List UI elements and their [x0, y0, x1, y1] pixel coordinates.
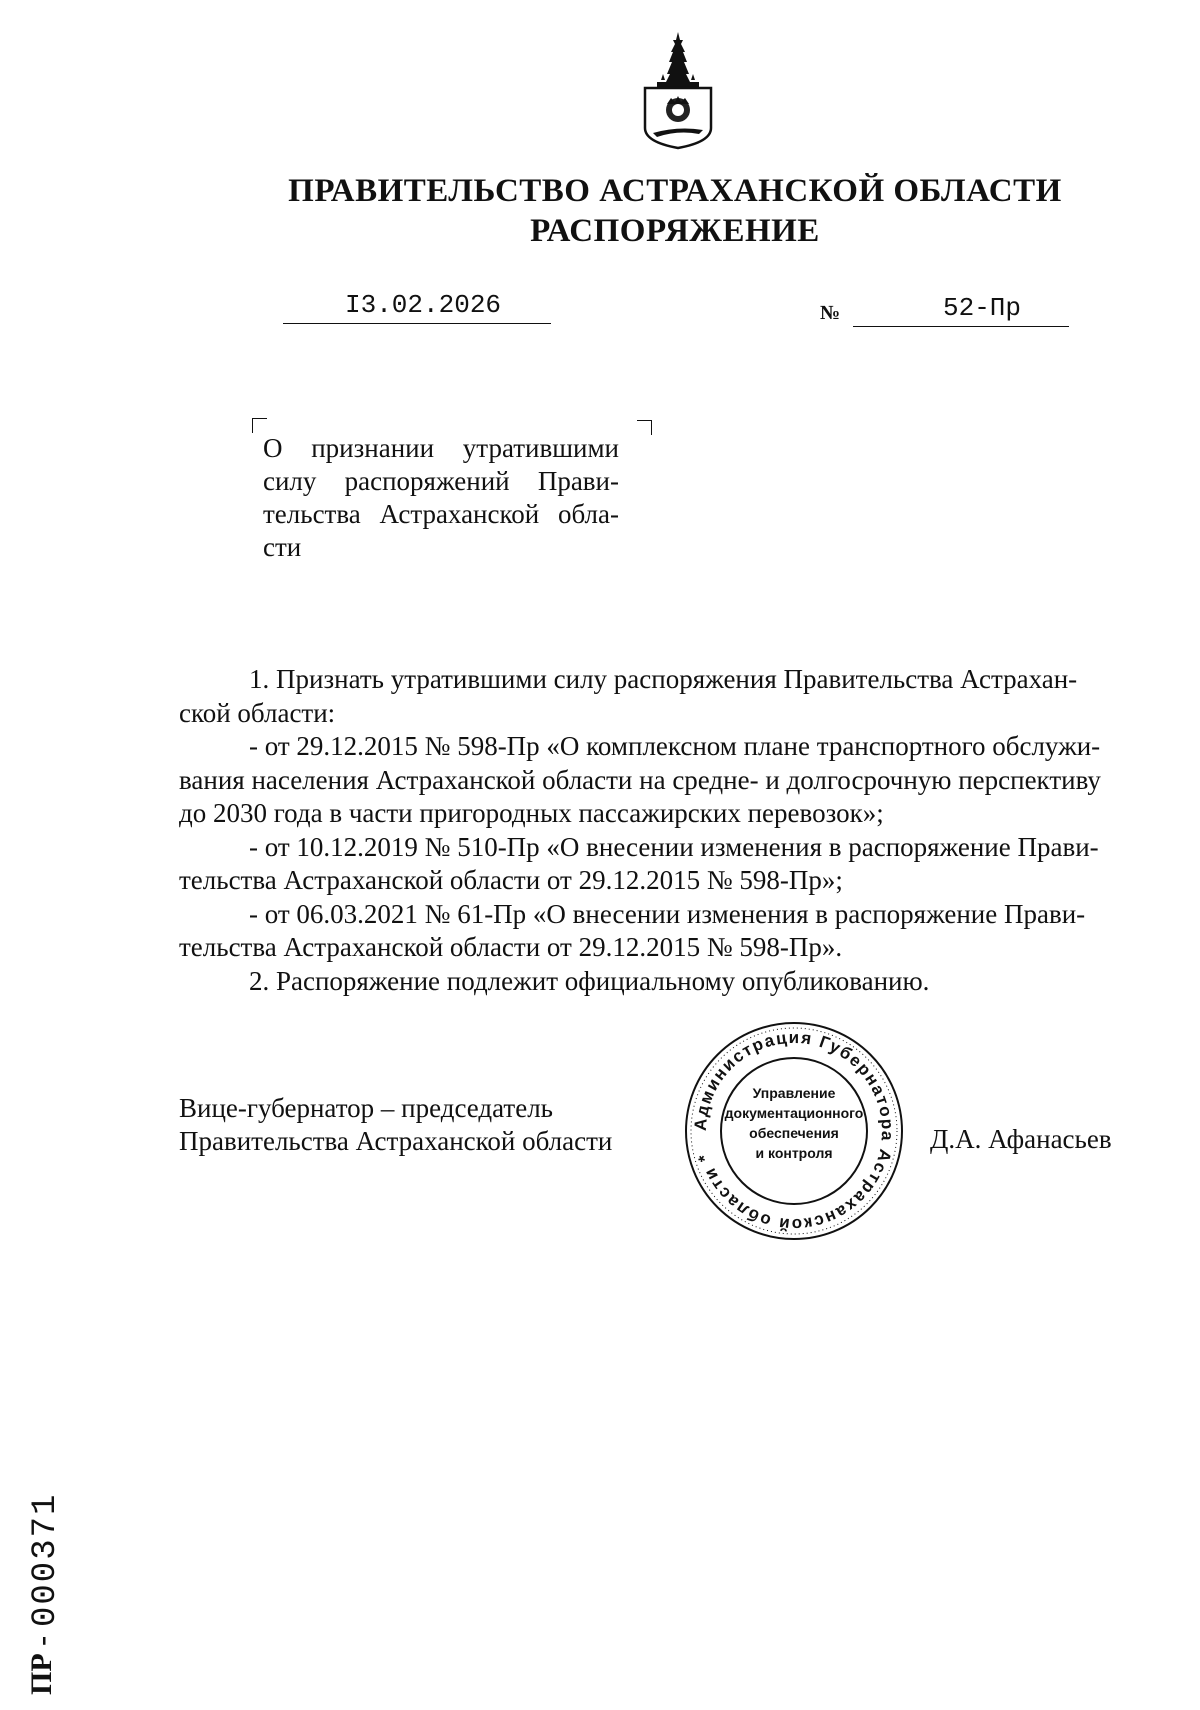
position-line: Правительства Астраханской области [179, 1126, 613, 1156]
coat-of-arms-emblem [637, 30, 719, 150]
body-line: вания населения Астраханской области на средне- и долгосрочную перспективу [179, 764, 1101, 795]
body-line: до 2030 года в части пригородных пассажирских перевозок»; [179, 798, 884, 828]
document-date-field [283, 290, 551, 324]
document-body [179, 663, 1124, 998]
stamp-line: обеспечения [749, 1125, 839, 1141]
body-line: - от 29.12.2015 № 598-Пр «О комплексном плане транспортного обслужи- [249, 731, 1101, 761]
body-line: тельства Астраханской области от 29.12.2015 № 598-Пр»; [179, 865, 843, 895]
subject-line: тельства Астраханской обла- [263, 499, 619, 529]
document-number-field [853, 293, 1069, 327]
body-line: ской области: [179, 697, 336, 728]
subject-line: сти [263, 532, 302, 562]
stamp-line: Управление [752, 1085, 836, 1101]
body-line: тельства Астраханской области от 29.12.2015 № 598-Пр». [179, 932, 843, 962]
subject-line: силу распоряжений Прави- [263, 466, 619, 496]
number-sign: № [820, 302, 841, 324]
stamp-line: документационного [724, 1105, 864, 1121]
body-line: - от 10.12.2019 № 510-Пр «О внесении изменения в распоряжение Прави- [249, 831, 1099, 862]
form-serial [25, 1405, 65, 1695]
position-line: Вице-губернатор – председатель [179, 1093, 553, 1123]
document-subject [263, 432, 619, 564]
subject-corner-left [252, 418, 267, 433]
document-number: 52-Пр [943, 293, 1022, 323]
subject-line: О признании утратившими [263, 433, 619, 463]
signatory-name: Д.А. Афанасьев [930, 1124, 1112, 1154]
document-date: I3.02.2026 [345, 290, 502, 320]
subject-corner-right [637, 420, 652, 435]
body-line: - от 06.03.2021 № 61-Пр «О внесении изменения в распоряжение Прави- [249, 898, 1086, 929]
body-line: 1. Признать утратившими силу распоряжения Правительства Астрахан- [249, 664, 1078, 694]
serial-prefix: ПР - [25, 1635, 58, 1695]
stamp-center-text [721, 1083, 867, 1163]
document-type-title: РАСПОРЯЖЕНИЕ [530, 213, 820, 249]
government-title: ПРАВИТЕЛЬСТВО АСТРАХАНСКОЙ ОБЛАСТИ [288, 173, 1062, 209]
body-line: 2. Распоряжение подлежит официальному опубликованию. [249, 965, 930, 996]
serial-number: 000371 [27, 1492, 65, 1627]
signatory-position [179, 1092, 612, 1158]
stamp-ring-text: Администрация Губернатора Астраханской области * [690, 1027, 898, 1235]
stamp-line: и контроля [755, 1145, 833, 1161]
